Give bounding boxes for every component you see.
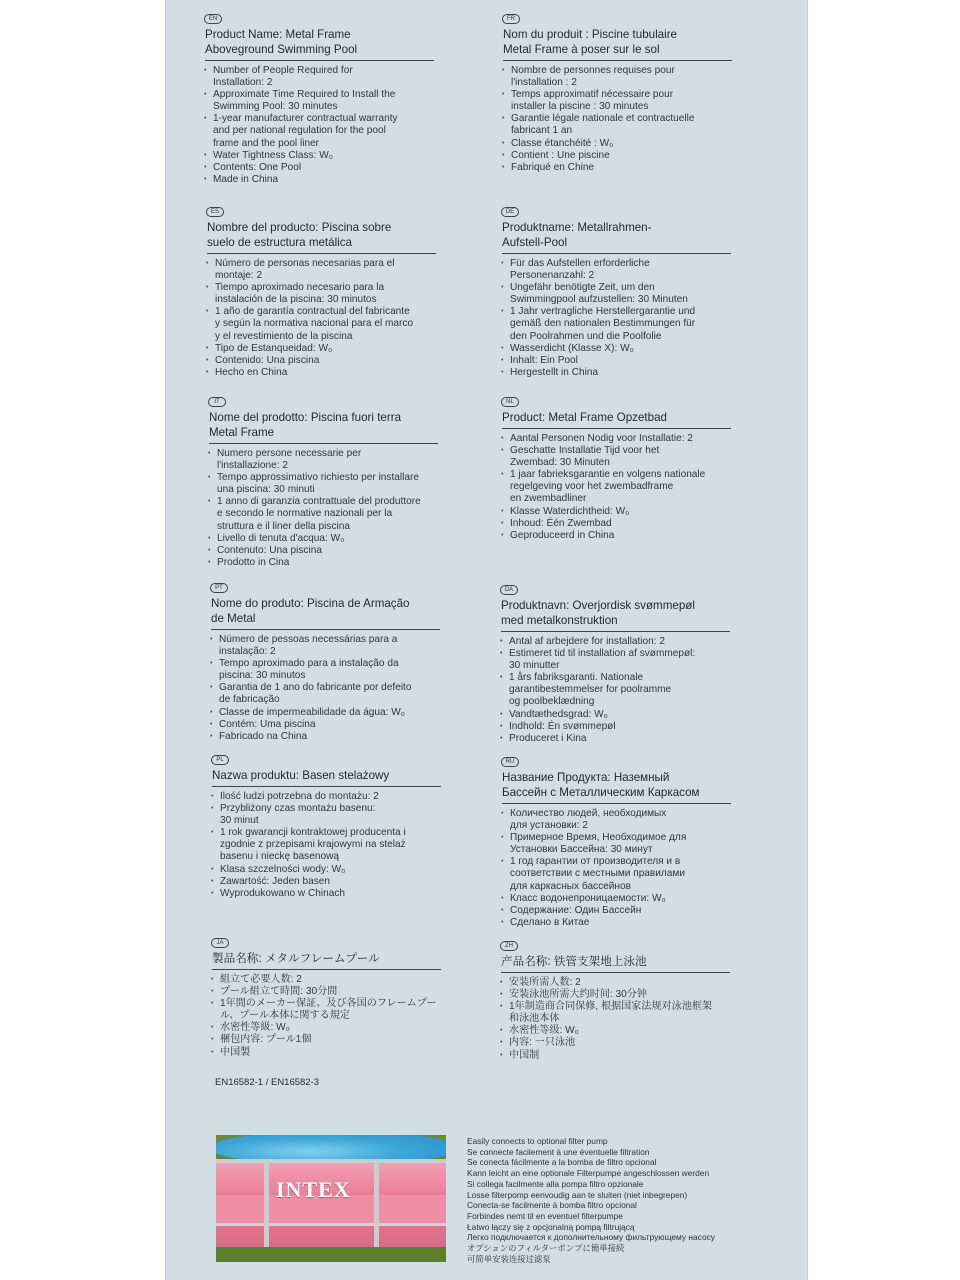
list-item: • Wyprodukowano w Chinach — [212, 888, 441, 900]
spec-list — [211, 634, 440, 743]
section-da — [501, 578, 730, 745]
language-badge: PT — [210, 583, 228, 593]
pool-photo — [216, 1135, 446, 1262]
list-item: Losse filterpomp eenvoudig aan te sluiten (niet inbegrepen) — [467, 1189, 688, 1200]
list-item: • 1 års fabriksgaranti. Nationale garantibestemmelser for poolramme og poolbeklædning — [501, 672, 730, 708]
list-item: • Indhold: Én svømmepøl — [501, 721, 730, 733]
list-item: • Contenido: Una piscina — [207, 355, 436, 367]
list-item: • Класс водонепроницаемости: W₀ — [502, 893, 731, 905]
language-badge: RU — [501, 757, 519, 767]
list-item: • Contient : Une piscine — [503, 150, 732, 162]
spec-list — [501, 977, 730, 1062]
product-name-title: Produktnavn: Overjordisk svømmepøl med metalkonstruktion — [501, 598, 730, 632]
list-item: • Geschatte Installatie Tijd voor het Zwembad: 30 Minuten — [502, 445, 731, 469]
section-pl — [212, 748, 441, 900]
list-item: • Nombre de personnes requises pour l'installation : 2 — [503, 65, 732, 89]
language-badge: JA — [211, 938, 229, 948]
list-item: • 1 jaar fabrieksgarantie en volgens nationale regelgeving voor het zwembadframe en zwembadliner — [502, 469, 731, 505]
list-item: • 組立て必要人数: 2 — [212, 974, 441, 986]
spec-list — [205, 65, 434, 186]
list-item: • Garantie légale nationale et contractuelle fabricant 1 an — [503, 113, 732, 137]
list-item: • Temps approximatif nécessaire pour installer la piscine : 30 minutes — [503, 89, 732, 113]
list-item: • Klasa szczelności wody: W₀ — [212, 864, 441, 876]
section-nl — [502, 390, 731, 542]
list-item: • Fabriqué en Chine — [503, 162, 732, 174]
intex-logo: INTEX — [276, 1177, 351, 1202]
list-item: • Tipo de Estanqueidad: W₀ — [207, 343, 436, 355]
section-zh — [501, 934, 730, 1062]
list-item: • Сделано в Китае — [502, 917, 731, 929]
list-item: • Número de pessoas necessárias para a instalação: 2 — [211, 634, 440, 658]
list-item: • 1 Jahr vertragliche Herstellergarantie und gemäß den nationalen Bestimmungen für den Poolrahmen und die Poolfolie — [502, 306, 731, 342]
product-name-title: Nome do produto: Piscina de Armação de Metal — [211, 596, 440, 630]
list-item: Легко подключается к дополнительному фильтрующему насосу — [467, 1232, 715, 1243]
list-item: • 1年間のメーカー保証、及び各国のフレームプー ル、プール本体に関する規定 — [212, 998, 441, 1022]
pool-frame-post — [264, 1161, 269, 1251]
pool-frame-post — [374, 1161, 379, 1251]
spec-list — [503, 65, 732, 174]
list-item: • Contém: Uma piscina — [211, 719, 440, 731]
list-item: • Estimeret tid til installation af svømmepøl: 30 minutter — [501, 648, 730, 672]
spec-list — [212, 791, 441, 900]
section-ru — [502, 750, 731, 929]
list-item: • Tiempo aproximado necesario para la instalación de la piscina: 30 minutos — [207, 282, 436, 306]
standard-reference: EN16582-1 / EN16582-3 — [215, 1077, 320, 1088]
list-item: Easily connects to optional filter pump — [467, 1136, 608, 1146]
language-badge: EN — [204, 14, 222, 24]
spec-list — [209, 448, 438, 569]
list-item: • Przybliżony czas montażu basenu: 30 minut — [212, 803, 441, 827]
product-name-title: Nazwa produktu: Basen stelażowy — [212, 768, 441, 787]
list-item: Si collega facilmente alla pompa filtro opzionale — [467, 1178, 644, 1189]
language-badge: NL — [501, 397, 519, 407]
list-item: • Ungefähr benötigte Zeit, um den Swimmingpool aufzustellen: 30 Minuten — [502, 282, 731, 306]
list-item: • Wasserdicht (Klasse X): W₀ — [502, 343, 731, 355]
list-item: • Zawartość: Jeden basen — [212, 876, 441, 888]
section-de — [502, 200, 731, 379]
language-badge: DA — [500, 585, 518, 595]
language-badge: DE — [501, 207, 519, 217]
list-item: • Vandtæthedsgrad: W₀ — [501, 709, 730, 721]
list-item: • Hergestellt in China — [502, 367, 731, 379]
list-item: • プール組立て時間: 30分間 — [212, 986, 441, 998]
section-es — [207, 200, 436, 379]
spec-list — [212, 974, 441, 1059]
list-item: • 中国制 — [501, 1050, 730, 1062]
product-name-title: Nombre del producto: Piscina sobre suelo de estructura metálica — [207, 220, 436, 254]
product-name-title: Название Продукта: Наземный Бассейн с Металлическим Каркасом — [502, 770, 731, 804]
product-name-title: Product Name: Metal Frame Aboveground Swimming Pool — [205, 27, 434, 61]
list-item: • Tempo approssimativo richiesto per installare una piscina: 30 minuti — [209, 472, 438, 496]
pool-top-rail — [216, 1159, 446, 1163]
list-item: • Garantia de 1 ano do fabricante por defeito de fabricação — [211, 682, 440, 706]
spec-list — [501, 636, 730, 745]
spec-list — [502, 808, 731, 929]
list-item: Kann leicht an eine optionale Filterpumpe angeschlossen werden — [467, 1168, 710, 1179]
list-item: • 1-year manufacturer contractual warranty and per national regulation for the pool frame and the pool liner — [205, 113, 434, 149]
list-item: • Approximate Time Required to Install the Swimming Pool: 30 minutes — [205, 89, 434, 113]
list-item: • 1年制造商合同保修, 根据国家法规对泳池框架 和泳池本体 — [501, 1001, 730, 1025]
list-item: • Inhalt: Ein Pool — [502, 355, 731, 367]
list-item: • Geproduceerd in China — [502, 530, 731, 542]
list-item: • Tempo aproximado para a instalação da piscina: 30 minutos — [211, 658, 440, 682]
language-badge: ZH — [500, 941, 518, 951]
list-item: • Inhoud: Één Zwembad — [502, 518, 731, 530]
list-item: • Содержание: Один Бассейн — [502, 905, 731, 917]
list-item: • Klasse Waterdichtheid: W₀ — [502, 506, 731, 518]
list-item: Conecta-se facilmente à bomba filtro opcional — [467, 1200, 637, 1211]
filter-pump-note — [467, 1136, 715, 1264]
list-item: • Ilość ludzi potrzebna do montażu: 2 — [212, 791, 441, 803]
list-item: • Für das Aufstellen erforderliche Personenanzahl: 2 — [502, 258, 731, 282]
section-ja — [212, 931, 441, 1059]
section-en — [205, 7, 434, 186]
list-item: • 内容: 一只泳池 — [501, 1037, 730, 1049]
list-item: • Produceret i Kina — [501, 733, 730, 745]
list-item: • Aantal Personen Nodig voor Installatie: 2 — [502, 433, 731, 445]
language-badge: PL — [211, 755, 229, 765]
list-item: • Hecho en China — [207, 367, 436, 379]
list-item: Se connecte facilement à une éventuelle filtration — [467, 1146, 650, 1157]
product-name-title: Produktname: Metallrahmen- Aufstell-Pool — [502, 220, 731, 254]
list-item: • Classe de impermeabilidade da água: W₀ — [211, 707, 440, 719]
list-item: • 1 año de garantía contractual del fabricante y según la normativa nacional para el marco y el revestimiento de la piscina — [207, 306, 436, 342]
list-item: 可简单安装连接过滤泵 — [467, 1253, 551, 1264]
list-item: • Numero persone necessarie per l'installazione: 2 — [209, 448, 438, 472]
product-name-title: Nome del prodotto: Piscina fuori terra Metal Frame — [209, 410, 438, 444]
product-name-title: Nom du produit : Piscine tubulaire Metal Frame à poser sur le sol — [503, 27, 732, 61]
list-item: • Contents: One Pool — [205, 162, 434, 174]
list-item: • Contenuto: Una piscina — [209, 545, 438, 557]
list-item: • 水密性等級: W₀ — [212, 1022, 441, 1034]
lawn — [216, 1247, 446, 1262]
list-item: • Antal af arbejdere for installation: 2 — [501, 636, 730, 648]
spec-list — [502, 258, 731, 379]
product-name-title: Product: Metal Frame Opzetbad — [502, 410, 731, 429]
list-item: Forbindes nemt til en eventuel filterpumpe — [467, 1210, 623, 1221]
list-item: • Количество людей, необходимых для установки: 2 — [502, 808, 731, 832]
list-item: • Prodotto in Cina — [209, 557, 438, 569]
list-item: • Made in China — [205, 174, 434, 186]
product-name-title: 製品名称: メタルフレームプール — [212, 951, 441, 970]
list-item: • 安装泳池所需大约时间: 30分钟 — [501, 989, 730, 1001]
list-item: オプションのフィルターポンプに簡単接続 — [467, 1243, 625, 1254]
list-item: • 中国製 — [212, 1047, 441, 1059]
language-badge: ES — [206, 207, 224, 217]
pool-lower-rail — [216, 1223, 446, 1226]
section-fr — [503, 7, 732, 174]
list-item: Łatwo łączy się z opcjonalną pompą filtrującą — [467, 1221, 635, 1232]
language-badge: FR — [502, 14, 520, 24]
list-item: • Fabricado na China — [211, 731, 440, 743]
list-item: • Water Tightness Class: W₀ — [205, 150, 434, 162]
list-item: • 梱包内容: プール1個 — [212, 1034, 441, 1046]
list-item: • 1 год гарантии от производителя и в соответствии с местными правилами для каркасных бассейнов — [502, 856, 731, 892]
list-item: • 1 rok gwarancji kontraktowej producenta i zgodnie z przepisami krajowymi na stelaż basenu i nieckę basenową — [212, 827, 441, 863]
list-item: • Livello di tenuta d'acqua: W₀ — [209, 533, 438, 545]
product-name-title: 产品名称: 铁管支架地上泳池 — [501, 954, 730, 973]
list-item: • Примерное Время, Необходимое для Установки Бассейна: 30 минут — [502, 832, 731, 856]
language-badge: IT — [208, 397, 226, 407]
list-item: • Classe étanchéité : W₀ — [503, 138, 732, 150]
list-item: • Número de personas necesarias para el montaje: 2 — [207, 258, 436, 282]
list-item: • Number of People Required for Installation: 2 — [205, 65, 434, 89]
list-item: Se conecta fácilmente a la bomba de filtro opcional — [467, 1157, 657, 1168]
spec-list — [502, 433, 731, 542]
list-item: • 水密性等级: W₀ — [501, 1025, 730, 1037]
list-item: • 安装所需人数: 2 — [501, 977, 730, 989]
section-it — [209, 390, 438, 569]
section-pt — [211, 576, 440, 743]
spec-list — [207, 258, 436, 379]
list-item: • 1 anno di garanzia contrattuale del produttore e secondo le normative nazionali per la struttura e il liner della piscina — [209, 496, 438, 532]
